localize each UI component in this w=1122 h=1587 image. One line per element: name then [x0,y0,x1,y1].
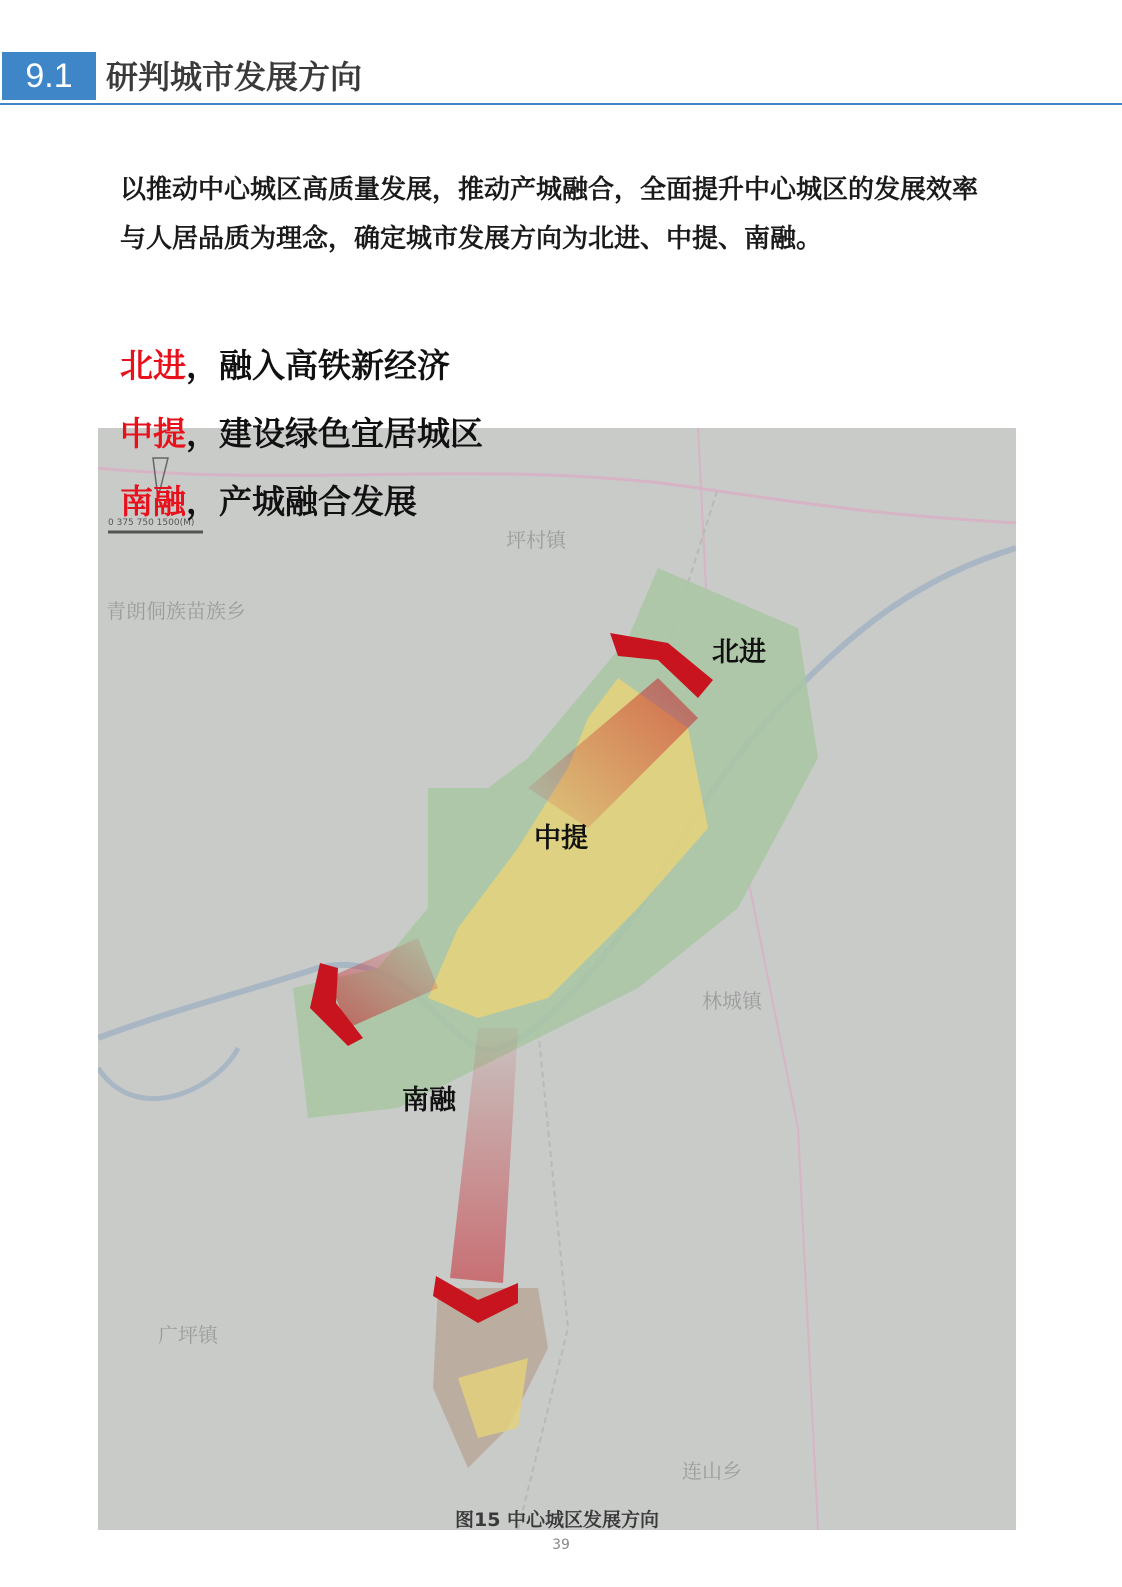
direction-north [120,340,450,387]
intro-paragraph: 以推动中心城区高质量发展，推动产城融合，全面提升中心城区的发展效率与人居品质为理念，确定城市发展方向为北进、中提、南融。 [120,175,979,254]
direction-south-keyword: 南融 [120,482,186,521]
direction-middle [120,408,483,455]
map-label-south: 南融 [402,1085,456,1116]
development-direction-map [98,428,1016,1530]
section-number: 9.1 [2,52,96,100]
river-branch [98,1048,238,1099]
place-qinglang: 青朗侗族苗族乡 [106,599,246,623]
figure-caption: 图15 中心城区发展方向 [454,1509,660,1531]
header-rule [0,103,1122,105]
place-lianshan: 连山乡 [682,1459,742,1483]
place-pingcun: 坪村镇 [506,528,566,552]
direction-middle-keyword: 中提 [120,414,186,453]
direction-south-text: ，产城融合发展 [186,482,417,521]
map-label-north: 北进 [712,637,766,668]
direction-north-keyword: 北进 [120,346,186,385]
page-number: 39 [552,1537,570,1553]
direction-middle-text: ，建设绿色宜居城区 [186,414,483,453]
place-lincheng: 林城镇 [702,989,762,1013]
section-title: 研判城市发展方向 [106,58,363,96]
place-guangping: 广坪镇 [158,1323,218,1347]
map-label-middle: 中提 [534,823,588,854]
direction-south [120,476,417,523]
direction-north-text: ，融入高铁新经济 [186,346,450,385]
map-graphic [98,428,1016,1530]
scale-bar-label: 0 375 750 1500(M) [108,518,195,528]
